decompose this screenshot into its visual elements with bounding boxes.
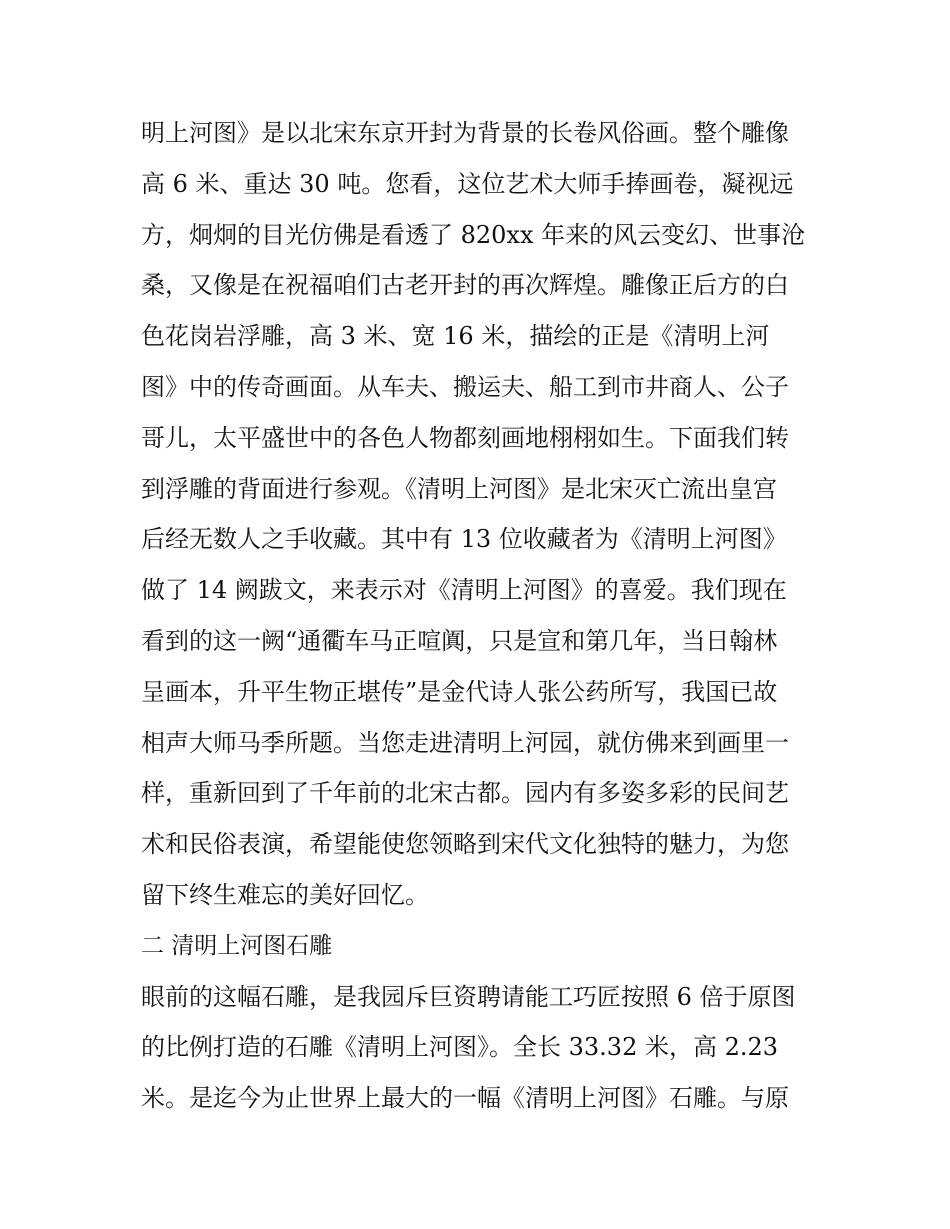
text-line: 后经无数人之手收藏。其中有 13 位收藏者为《清明上河图》 (141, 525, 787, 554)
text-line: 到浮雕的背面进行参观。《清明上河图》是北宋灭亡流出皇宫 (141, 474, 777, 503)
text-line: 哥儿，太平盛世中的各色人物都刻画地栩栩如生。下面我们转 (141, 423, 789, 452)
text-line: 的比例打造的石雕《清明上河图》。全长 33.32 米，高 2.23 (141, 1033, 779, 1062)
text-line: 色花岗岩浮雕，高 3 米、宽 16 米，描绘的正是《清明上河 (141, 322, 770, 351)
section-heading: 二 清明上河图石雕 (141, 932, 333, 959)
text-line: 留下终生难忘的美好回忆。 (141, 880, 429, 909)
text-line: 明上河图》是以北宋东京开封为背景的长卷风俗画。整个雕像 (141, 119, 789, 147)
text-line: 图》中的传奇画面。从车夫、搬运夫、船工到市井商人、公子 (141, 372, 789, 401)
text-line: 眼前的这幅石雕，是我园斥巨资聘请能工巧匠按照 6 倍于原图 (141, 982, 796, 1011)
text-line: 术和民俗表演，希望能使您领略到宋代文化独特的魅力，为您 (141, 830, 789, 859)
text-line: 桑，又像是在祝福咱们古老开封的再次辉煌。雕像正后方的白 (141, 271, 789, 300)
text-line: 呈画本，升平生物正堪传”是金代诗人张公药所写，我国已故 (141, 677, 778, 706)
text-line: 相声大师马季所题。当您走进清明上河园，就仿佛来到画里一 (141, 728, 789, 757)
text-line: 方，炯炯的目光仿佛是看透了 820xx 年来的风云变幻、世事沧 (141, 220, 806, 249)
text-line: 看到的这一阙“通衢车马正喧阗，只是宣和第几年，当日翰林 (141, 626, 778, 655)
body-text (141, 108, 821, 1124)
text-line: 样，重新回到了千年前的北宋古都。园内有多姿多彩的民间艺 (141, 779, 789, 808)
text-line: 做了 14 阙跋文，来表示对《清明上河图》的喜爱。我们现在 (141, 576, 787, 605)
text-line: 高 6 米、重达 30 吨。您看，这位艺术大师手捧画卷，凝视远 (141, 169, 794, 198)
text-line: 米。是迄今为止世界上最大的一幅《清明上河图》石雕。与原 (141, 1084, 789, 1113)
